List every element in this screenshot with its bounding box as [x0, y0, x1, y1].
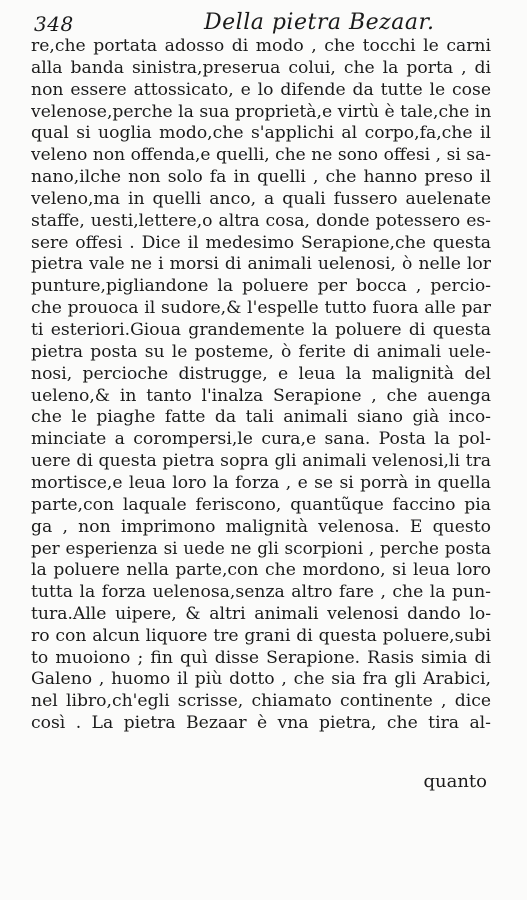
- text-line: la poluere nella parte,con che mordono, si leua loro: [31, 560, 491, 581]
- text-line: tura.Alle uipere, & altri animali velenosi dando lo-: [31, 603, 491, 624]
- page-header: [34, 10, 494, 38]
- text-line: mortisce,e leua loro la forza , e se si porrà in quella: [31, 472, 491, 493]
- text-line: tutta la forza uelenosa,senza altro fare , che la pun-: [31, 582, 491, 603]
- text-line: ueleno,& in tanto l'inalza Serapione , che auenga: [31, 385, 491, 406]
- text-line: nel libro,ch'egli scrisse, chiamato continente , dice: [31, 691, 491, 712]
- text-line: ga , non imprimono malignità velenosa. E questo: [31, 516, 491, 537]
- text-line: sere offesi . Dice il medesimo Serapione,che questa: [31, 232, 491, 253]
- text-line: qual si uoglia modo,che s'applichi al corpo,fa,che il: [31, 123, 491, 144]
- text-line: nosi, percioche distrugge, e leua la malignità del: [31, 363, 491, 384]
- text-line: pietra vale ne i morsi di animali uelenosi, ò nelle lor: [31, 254, 491, 275]
- text-line: per esperienza si uede ne gli scorpioni , perche posta: [31, 538, 491, 559]
- text-line: staffe, uesti,lettere,o altra cosa, donde potessero es-: [31, 210, 491, 231]
- text-line: ro con alcun liquore tre grani di questa poluere,subi: [31, 625, 491, 646]
- text-line: non essere attossicato, e lo difende da tutte le cose: [31, 79, 491, 100]
- text-line: velenose,perche la sua proprietà,e virtù è tale,che in: [31, 101, 491, 122]
- text-line: che prouoca il sudore,& l'espelle tutto fuora alle par: [31, 298, 491, 319]
- text-line: alla banda sinistra,preserua colui, che la porta , di: [31, 57, 491, 78]
- text-line: re,che portata adosso di modo , che tocchi le carni: [31, 36, 491, 56]
- running-title: Della pietra Bezaar.: [204, 10, 435, 35]
- text-line: pietra posta su le posteme, ò ferite di animali uele-: [31, 341, 491, 362]
- text-line: punture,pigliandone la poluere per bocca , percio-: [31, 276, 491, 297]
- text-line: che le piaghe fatte da tali animali siano già inco-: [31, 407, 491, 428]
- text-line: nano,ilche non solo fa in quelli , che hanno preso il: [31, 167, 491, 188]
- catchword: quanto: [423, 771, 487, 792]
- text-line: parte,con laquale feriscono, quantũque faccino pia: [31, 494, 491, 515]
- text-line: Galeno , huomo il più dotto , che sia fra gli Arabici,: [31, 669, 491, 690]
- text-line: così . La pietra Bezaar è vna pietra, che tira al-: [31, 713, 491, 734]
- text-line: minciate a corompersi,le cura,e sana. Posta la pol-: [31, 429, 491, 450]
- text-line: uere di questa pietra sopra gli animali velenosi,li tra: [31, 451, 491, 472]
- text-line: veleno,ma in quelli anco, a quali fussero auelenate: [31, 188, 491, 209]
- body-text: [31, 36, 491, 735]
- page-number: 348: [34, 12, 74, 36]
- text-line: ti esteriori.Gioua grandemente la poluere di questa: [31, 319, 491, 340]
- text-line: to muoiono ; fin quì disse Serapione. Rasis simia di: [31, 647, 491, 668]
- text-line: veleno non offenda,e quelli, che ne sono offesi , si sa-: [31, 145, 491, 166]
